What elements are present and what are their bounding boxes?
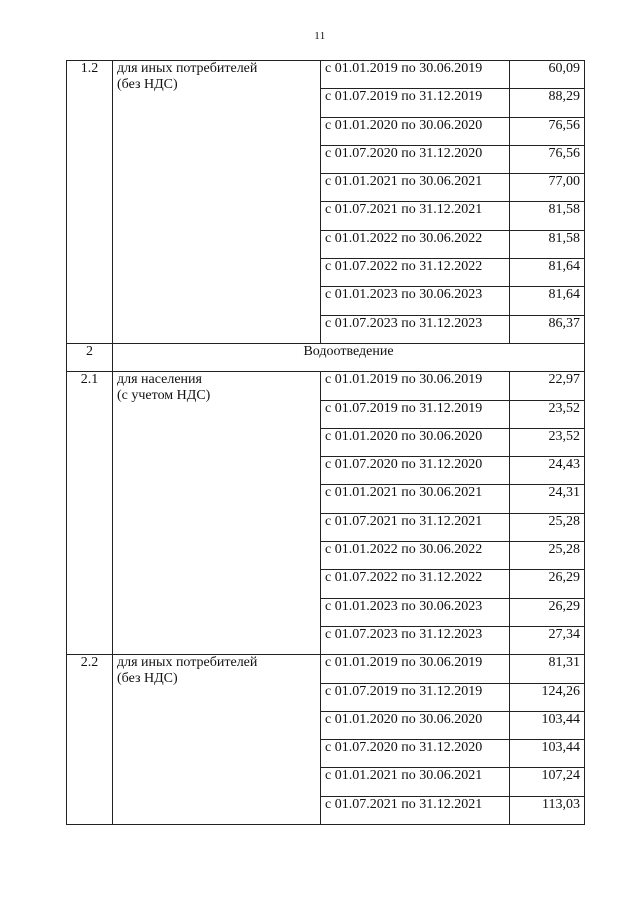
period-cell: с 01.01.2019 по 30.06.2019	[321, 61, 510, 89]
tariff-value-cell: 77,00	[510, 174, 585, 202]
period-cell: с 01.07.2022 по 31.12.2022	[321, 259, 510, 287]
consumer-category-line: для иных потребителей	[117, 61, 258, 76]
tariff-value-cell: 76,56	[510, 145, 585, 173]
period-cell: с 01.01.2019 по 30.06.2019	[321, 372, 510, 400]
consumer-category-line: для иных потребителей	[117, 655, 258, 671]
tariff-value-cell: 81,58	[510, 230, 585, 258]
table-row	[67, 372, 585, 400]
period-cell: с 01.01.2020 по 30.06.2020	[321, 428, 510, 456]
section-number: 2	[67, 343, 113, 371]
period-cell: с 01.01.2021 по 30.06.2021	[321, 174, 510, 202]
period-cell: с 01.01.2022 по 30.06.2022	[321, 230, 510, 258]
period-cell: с 01.07.2019 по 31.12.2019	[321, 89, 510, 117]
tariff-value-cell: 81,58	[510, 202, 585, 230]
item-number: 2.1	[67, 372, 113, 655]
consumer-category-line: (с учетом НДС)	[117, 388, 211, 404]
period-cell: с 01.01.2021 по 30.06.2021	[321, 485, 510, 513]
period-cell: с 01.07.2023 по 31.12.2023	[321, 315, 510, 343]
tariff-value-cell: 81,31	[510, 655, 585, 683]
tariff-value-cell: 22,97	[510, 372, 585, 400]
period-cell: с 01.07.2020 по 31.12.2020	[321, 740, 510, 768]
tariff-value-cell: 26,29	[510, 570, 585, 598]
tariff-value-cell: 124,26	[510, 683, 585, 711]
tariff-value-cell: 76,56	[510, 117, 585, 145]
tariff-value-cell: 60,09	[510, 61, 585, 89]
table-row	[67, 61, 585, 89]
item-number: 2.2	[67, 655, 113, 825]
tariff-value-cell: 23,52	[510, 428, 585, 456]
tariff-value-cell: 107,24	[510, 768, 585, 796]
tariff-table	[66, 60, 585, 825]
tariff-value-cell: 81,64	[510, 259, 585, 287]
section-row	[67, 343, 585, 371]
tariff-value-cell: 81,64	[510, 287, 585, 315]
period-cell: с 01.07.2023 по 31.12.2023	[321, 626, 510, 654]
period-cell: с 01.01.2021 по 30.06.2021	[321, 768, 510, 796]
period-cell: с 01.07.2021 по 31.12.2021	[321, 202, 510, 230]
tariff-value-cell: 23,52	[510, 400, 585, 428]
period-cell: с 01.07.2022 по 31.12.2022	[321, 570, 510, 598]
period-cell: с 01.07.2020 по 31.12.2020	[321, 145, 510, 173]
period-cell: с 01.07.2020 по 31.12.2020	[321, 457, 510, 485]
tariff-value-cell: 88,29	[510, 89, 585, 117]
tariff-value-cell: 86,37	[510, 315, 585, 343]
tariff-value-cell: 27,34	[510, 626, 585, 654]
tariff-value-cell: 103,44	[510, 740, 585, 768]
period-cell: с 01.07.2019 по 31.12.2019	[321, 400, 510, 428]
tariff-value-cell: 24,31	[510, 485, 585, 513]
consumer-category-line: для населения	[117, 372, 202, 388]
tariff-value-cell: 25,28	[510, 542, 585, 570]
consumer-category-line: (без НДС)	[117, 77, 178, 92]
tariff-value-cell: 26,29	[510, 598, 585, 626]
table-row	[67, 655, 585, 683]
period-cell: с 01.07.2021 по 31.12.2021	[321, 513, 510, 541]
period-cell: с 01.01.2020 по 30.06.2020	[321, 711, 510, 739]
period-cell: с 01.01.2023 по 30.06.2023	[321, 598, 510, 626]
period-cell: с 01.01.2022 по 30.06.2022	[321, 542, 510, 570]
period-cell: с 01.01.2023 по 30.06.2023	[321, 287, 510, 315]
tariff-table-body	[67, 61, 585, 825]
tariff-value-cell: 103,44	[510, 711, 585, 739]
section-title: Водоотведение	[113, 343, 585, 371]
tariff-value-cell: 113,03	[510, 796, 585, 824]
consumer-category	[113, 655, 321, 825]
period-cell: с 01.07.2019 по 31.12.2019	[321, 683, 510, 711]
page-number: 11	[314, 30, 326, 42]
period-cell: с 01.01.2020 по 30.06.2020	[321, 117, 510, 145]
consumer-category-line: (без НДС)	[117, 671, 178, 687]
consumer-category	[113, 372, 321, 655]
tariff-value-cell: 25,28	[510, 513, 585, 541]
item-number: 1.2	[67, 61, 113, 344]
tariff-value-cell: 24,43	[510, 457, 585, 485]
consumer-category	[113, 61, 321, 344]
period-cell: с 01.01.2019 по 30.06.2019	[321, 655, 510, 683]
period-cell: с 01.07.2021 по 31.12.2021	[321, 796, 510, 824]
